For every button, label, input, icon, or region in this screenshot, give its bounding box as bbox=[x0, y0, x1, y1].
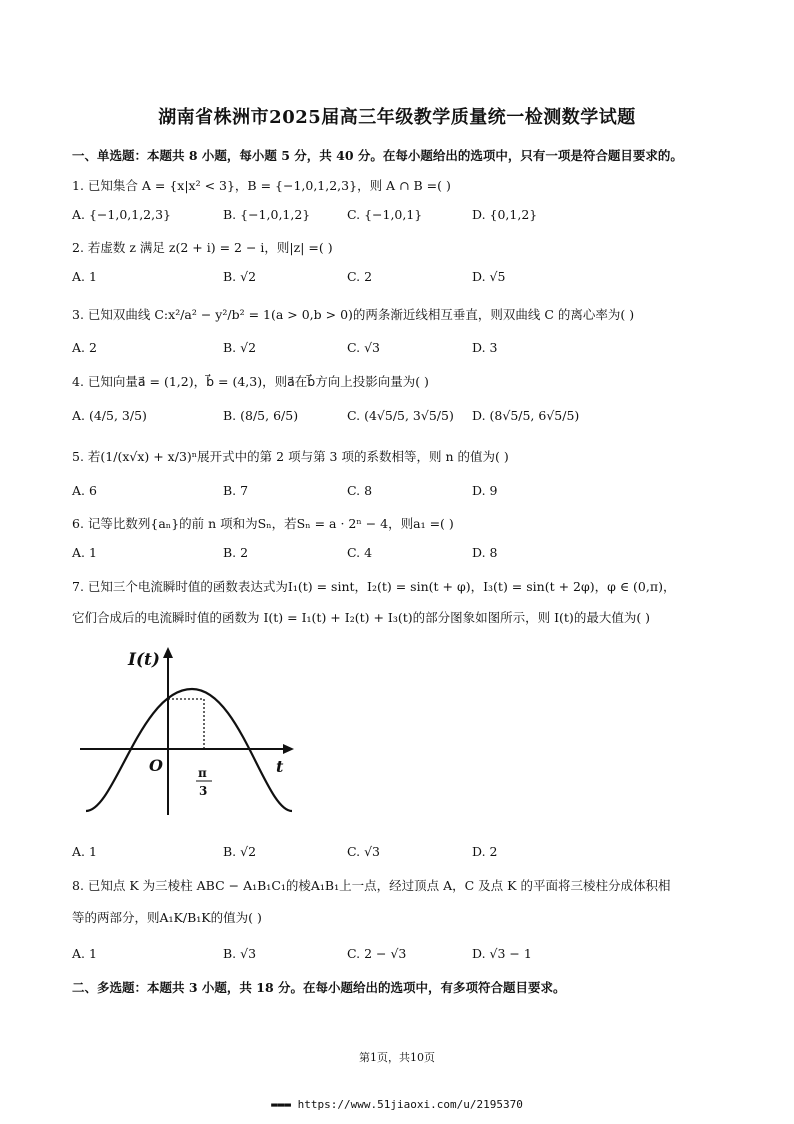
q8-option-d: D. √3 − 1 bbox=[472, 946, 532, 961]
q2-option-c: C. 2 bbox=[347, 269, 373, 284]
q1-option-a: A. {−1,0,1,2,3} bbox=[72, 207, 172, 222]
q8-option-a: A. 1 bbox=[72, 946, 97, 961]
section-heading-multiple-choice: 二、多选题：本题共 3 小题，共 18 分。在每小题给出的选项中，有多项符合题目要求。 bbox=[72, 980, 566, 995]
q5-option-c: C. 8 bbox=[347, 483, 373, 498]
section-heading-single-choice: 一、单选题：本题共 8 小题，每小题 5 分，共 40 分。在每小题给出的选项中，只有一项是符合题目要求的。 bbox=[72, 148, 683, 163]
q6-option-a: A. 1 bbox=[72, 545, 97, 560]
question-3-stem: 3. 已知双曲线 C:x²/a² − y²/b² = 1(a > 0,b > 0)的两条渐近线相互垂直，则双曲线 C 的离心率为( ) bbox=[72, 307, 635, 322]
x-axis-label: t bbox=[276, 757, 284, 776]
q2-option-d: D. √5 bbox=[472, 269, 506, 284]
y-axis-label: I(t) bbox=[128, 650, 160, 670]
question-6-stem: 6. 记等比数列{aₙ}的前 n 项和为Sₙ，若Sₙ = a · 2ⁿ − 4，则a₁ =( ) bbox=[72, 516, 454, 531]
q3-option-d: D. 3 bbox=[472, 340, 498, 355]
q7-option-b: B. √2 bbox=[223, 844, 257, 859]
question-8-stem: 8. 已知点 K 为三棱柱 ABC − A₁B₁C₁的棱A₁B₁上一点，经过顶点 A，C 及点 K 的平面将三棱柱分成体积相 bbox=[72, 878, 671, 893]
q2-option-b: B. √2 bbox=[223, 269, 257, 284]
tick-label-numerator: π bbox=[198, 766, 207, 780]
question-4-stem: 4. 已知向量a⃗ = (1,2)，b⃗ = (4,3)，则a⃗在b⃗方向上投影向量为( ) bbox=[72, 374, 429, 389]
q2-option-a: A. 1 bbox=[72, 269, 97, 284]
current-graph-figure bbox=[80, 645, 300, 820]
q3-option-a: A. 2 bbox=[72, 340, 97, 355]
q6-option-b: B. 2 bbox=[223, 545, 249, 560]
q8-option-b: B. √3 bbox=[223, 946, 257, 961]
question-1-stem: 1. 已知集合 A = {x|x² < 3}，B = {−1,0,1,2,3}，则 A ∩ B =( ) bbox=[72, 178, 451, 193]
q1-option-b: B. {−1,0,1,2} bbox=[223, 207, 311, 222]
q4-option-b: B. (8/5, 6/5) bbox=[223, 408, 299, 423]
y-axis-arrow bbox=[163, 647, 173, 658]
q5-option-b: B. 7 bbox=[223, 483, 249, 498]
q8-option-c: C. 2 − √3 bbox=[347, 946, 407, 961]
x-axis-arrow bbox=[283, 744, 294, 754]
q7-option-d: D. 2 bbox=[472, 844, 498, 859]
q5-option-a: A. 6 bbox=[72, 483, 97, 498]
q7-option-c: C. √3 bbox=[347, 844, 380, 859]
origin-label: O bbox=[149, 756, 163, 775]
q3-option-b: B. √2 bbox=[223, 340, 257, 355]
question-7-stem-continued: 它们合成后的电流瞬时值的函数为 I(t) = I₁(t) + I₂(t) + I₃(t)的部分图象如图所示，则 I(t)的最大值为( ) bbox=[72, 610, 651, 625]
source-url-watermark: ▬▬▬ https://www.51jiaoxi.com/u/2195370 bbox=[271, 1098, 523, 1111]
question-8-stem-continued: 等的两部分，则A₁K/B₁K的值为( ) bbox=[72, 910, 262, 925]
tick-label-denominator: 3 bbox=[199, 784, 208, 798]
q4-option-a: A. (4/5, 3/5) bbox=[72, 408, 147, 423]
question-5-stem: 5. 若(1/(x√x) + x/3)ⁿ展开式中的第 2 项与第 3 项的系数相等，则 n 的值为( ) bbox=[72, 449, 509, 464]
question-2-stem: 2. 若虚数 z 满足 z(2 + i) = 2 − i，则|z| =( ) bbox=[72, 240, 333, 255]
q1-option-d: D. {0,1,2} bbox=[472, 207, 538, 222]
question-7-stem: 7. 已知三个电流瞬时值的函数表达式为I₁(t) = sint，I₂(t) = sin(t + φ)，I₃(t) = sin(t + 2φ)，φ ∈ (0,π)， bbox=[72, 579, 676, 594]
q4-option-d: D. (8√5/5, 6√5/5) bbox=[472, 408, 580, 423]
q6-option-c: C. 4 bbox=[347, 545, 373, 560]
q4-option-c: C. (4√5/5, 3√5/5) bbox=[347, 408, 454, 423]
q1-option-c: C. {−1,0,1} bbox=[347, 207, 423, 222]
q5-option-d: D. 9 bbox=[472, 483, 498, 498]
q7-option-a: A. 1 bbox=[72, 844, 97, 859]
q3-option-c: C. √3 bbox=[347, 340, 380, 355]
page-title: 湖南省株洲市2025届高三年级教学质量统一检测数学试题 bbox=[158, 107, 636, 128]
page-number-footer: 第1页，共10页 bbox=[359, 1051, 435, 1064]
q6-option-d: D. 8 bbox=[472, 545, 498, 560]
